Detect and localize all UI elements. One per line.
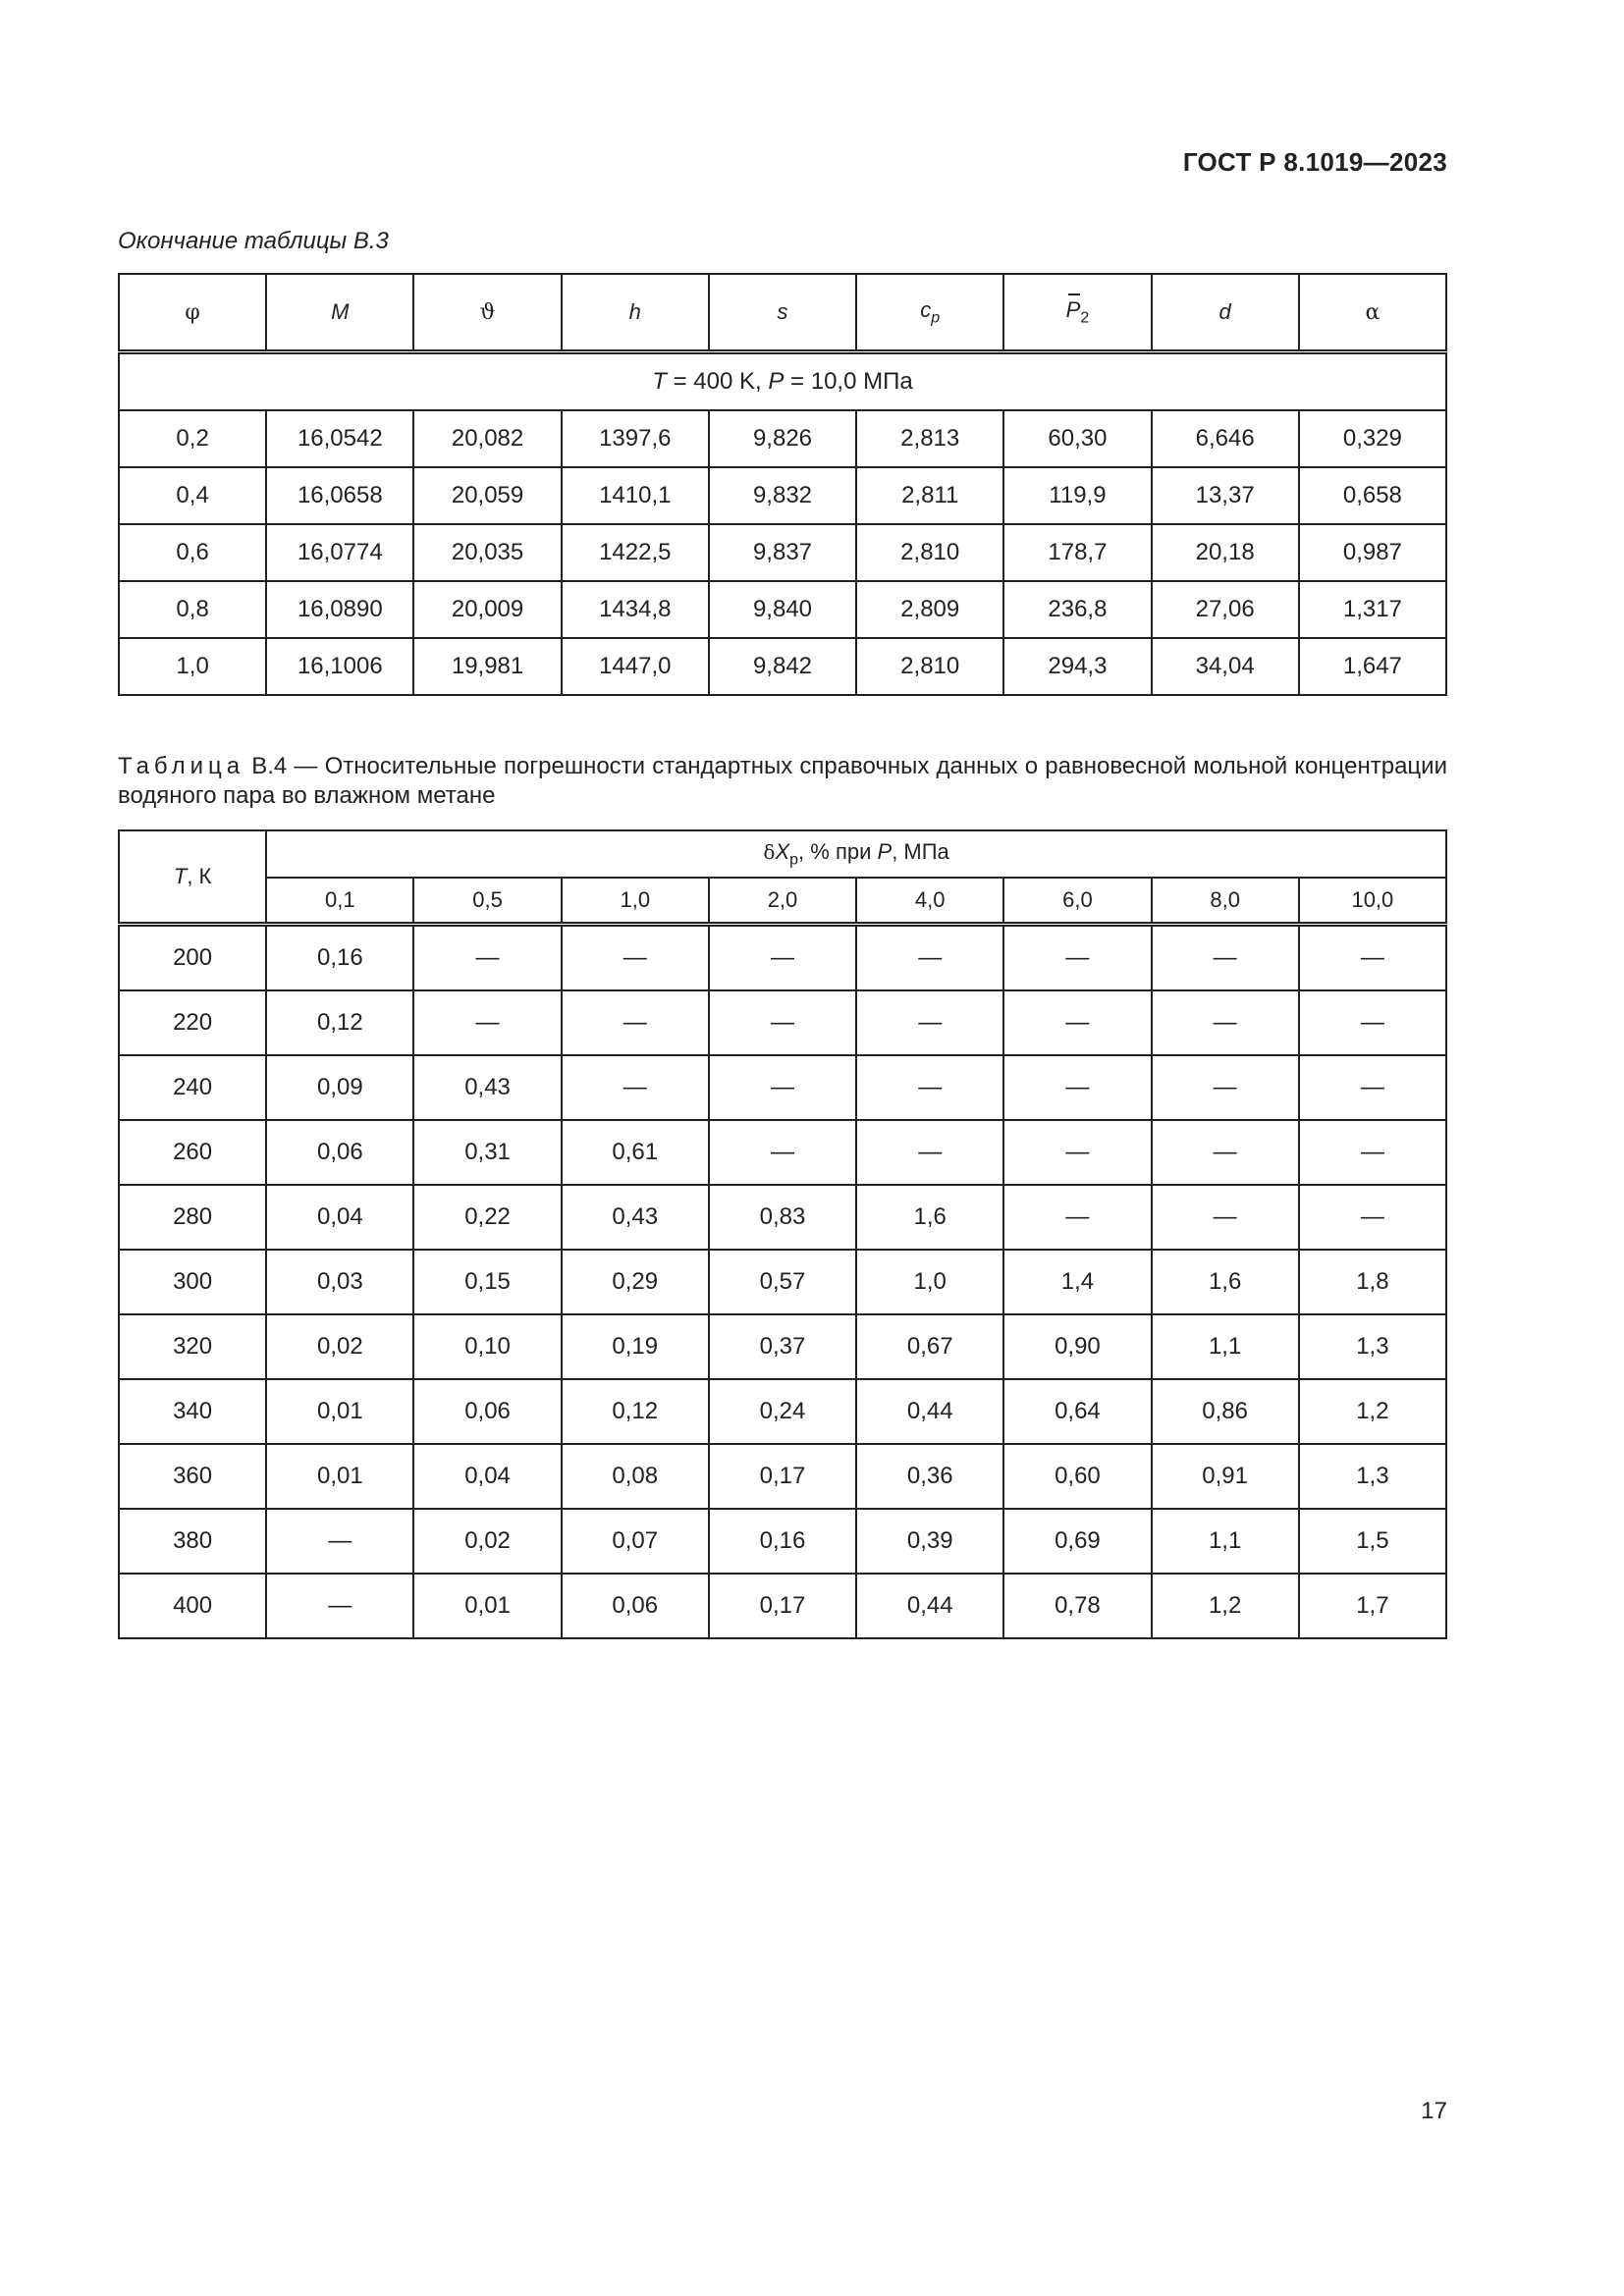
table-cell: 0,19: [562, 1314, 709, 1379]
col-cp-sub: p: [931, 309, 941, 327]
table-cell: 1447,0: [562, 638, 709, 695]
table-cell: 0,06: [266, 1120, 413, 1185]
table-cell: —: [1299, 1120, 1446, 1185]
table-cell: 1,2: [1299, 1379, 1446, 1444]
table-cell: 260: [119, 1120, 266, 1185]
table-b4-header-row-1: [119, 830, 1446, 878]
table-row: [119, 1509, 1446, 1574]
table-cell: 0,07: [562, 1509, 709, 1574]
table-cell: 16,0890: [266, 581, 413, 638]
table-cell: 2,810: [856, 638, 1003, 695]
col-temperature-unit: , К: [187, 864, 212, 888]
table-cell: 0,12: [562, 1379, 709, 1444]
table-cell: —: [1152, 1055, 1299, 1120]
table-cell: —: [1299, 1185, 1446, 1250]
table-cell: 1,3: [1299, 1314, 1446, 1379]
table-cell: —: [1299, 990, 1446, 1055]
table-row: [119, 524, 1446, 581]
table-cell: 0,90: [1003, 1314, 1151, 1379]
table-cell: —: [1003, 1185, 1151, 1250]
table-cell: 0,6: [119, 524, 266, 581]
table-cell: 16,0658: [266, 467, 413, 524]
table-cell: —: [413, 990, 561, 1055]
col-cp-base: c: [920, 296, 932, 322]
table-cell: —: [709, 1055, 856, 1120]
pressure-header: 1,0: [562, 878, 709, 925]
table-row: [119, 581, 1446, 638]
table-cell: —: [1003, 925, 1151, 991]
table-cell: 2,810: [856, 524, 1003, 581]
table-cell: 0,31: [413, 1120, 561, 1185]
table-cell: 1434,8: [562, 581, 709, 638]
table-cell: 0,69: [1003, 1509, 1151, 1574]
condition-t-value: = 400 K,: [666, 368, 769, 395]
table-cell: 0,16: [709, 1509, 856, 1574]
table-cell: 0,08: [562, 1444, 709, 1509]
table-cell: 380: [119, 1509, 266, 1574]
table-b3-header-row: [119, 274, 1446, 352]
table-cell: 20,059: [413, 467, 561, 524]
table-row: [119, 1250, 1446, 1314]
table-cell: 34,04: [1152, 638, 1299, 695]
col-group-deltax: [266, 830, 1446, 878]
table-cell: 0,06: [413, 1379, 561, 1444]
table-b4-caption-label: Таблица: [118, 753, 245, 779]
pressure-header: 6,0: [1003, 878, 1151, 925]
table-cell: 0,29: [562, 1250, 709, 1314]
table-cell: —: [266, 1574, 413, 1638]
table-cell: —: [1003, 1055, 1151, 1120]
table-cell: —: [562, 990, 709, 1055]
table-cell: 0,67: [856, 1314, 1003, 1379]
table-row: [119, 1055, 1446, 1120]
col-alpha: α: [1299, 274, 1446, 352]
group-unit: , МПа: [892, 838, 949, 864]
x-symbol: X: [775, 838, 790, 864]
table-cell: 0,83: [709, 1185, 856, 1250]
condition-cell: [119, 352, 1446, 411]
table-row: [119, 410, 1446, 467]
pressure-header: 4,0: [856, 878, 1003, 925]
table-cell: —: [1152, 990, 1299, 1055]
table-cell: 178,7: [1003, 524, 1151, 581]
table-cell: 27,06: [1152, 581, 1299, 638]
col-h: h: [562, 274, 709, 352]
table-cell: —: [709, 925, 856, 991]
table-cell: 0,15: [413, 1250, 561, 1314]
table-cell: 0,04: [413, 1444, 561, 1509]
table-cell: 1,1: [1152, 1314, 1299, 1379]
table-cell: 0,16: [266, 925, 413, 991]
table-cell: 0,86: [1152, 1379, 1299, 1444]
col-temperature-symbol: T: [173, 864, 188, 888]
document-id: ГОСТ Р 8.1019—2023: [1182, 147, 1447, 177]
table-cell: 1,0: [856, 1250, 1003, 1314]
table-cell: 220: [119, 990, 266, 1055]
table-cell: 1,7: [1299, 1574, 1446, 1638]
table-cell: —: [709, 1120, 856, 1185]
table-cell: 2,811: [856, 467, 1003, 524]
table-b4-caption-text: В.4 — Относительные погрешности стандартных справочных данных о равновесной мольной концентрации водяного пара во влажном метане: [118, 753, 1447, 809]
table-cell: —: [856, 990, 1003, 1055]
table-cell: 9,842: [709, 638, 856, 695]
x-subscript: p: [789, 851, 799, 869]
pressure-header: 0,1: [266, 878, 413, 925]
table-cell: 1397,6: [562, 410, 709, 467]
table-cell: 9,837: [709, 524, 856, 581]
table-cell: 0,2: [119, 410, 266, 467]
page-number: 17: [1421, 2098, 1447, 2124]
table-cell: 1,647: [1299, 638, 1446, 695]
col-temperature: [119, 830, 266, 925]
table-cell: 16,1006: [266, 638, 413, 695]
table-cell: —: [1299, 925, 1446, 991]
col-p2-sub: 2: [1080, 309, 1090, 327]
table-cell: 1,5: [1299, 1509, 1446, 1574]
table-b3-body: [119, 410, 1446, 695]
table-cell: —: [1152, 925, 1299, 991]
table-cell: 0,01: [413, 1574, 561, 1638]
table-cell: 9,840: [709, 581, 856, 638]
table-cell: 0,658: [1299, 467, 1446, 524]
table-cell: 6,646: [1152, 410, 1299, 467]
table-cell: 0,12: [266, 990, 413, 1055]
table-b4-caption: [118, 752, 1447, 811]
table-row: [119, 1120, 1446, 1185]
p-symbol: P: [877, 838, 893, 864]
table-cell: —: [1003, 990, 1151, 1055]
table-cell: —: [266, 1509, 413, 1574]
table-cell: —: [709, 990, 856, 1055]
condition-p-symbol: P: [768, 368, 785, 395]
table-cell: 0,78: [1003, 1574, 1151, 1638]
table-cell: 240: [119, 1055, 266, 1120]
table-cell: 0,24: [709, 1379, 856, 1444]
table-cell: 0,02: [413, 1509, 561, 1574]
table-cell: 0,37: [709, 1314, 856, 1379]
table-cell: 0,39: [856, 1509, 1003, 1574]
table-cell: 400: [119, 1574, 266, 1638]
table-cell: 300: [119, 1250, 266, 1314]
table-cell: 60,30: [1003, 410, 1151, 467]
table-cell: 0,43: [413, 1055, 561, 1120]
table-cell: 0,43: [562, 1185, 709, 1250]
table-cell: 0,10: [413, 1314, 561, 1379]
table-b4: [118, 829, 1447, 1639]
table-cell: 1,2: [1152, 1574, 1299, 1638]
table-cell: 13,37: [1152, 467, 1299, 524]
table-cell: 1,8: [1299, 1250, 1446, 1314]
table-cell: 0,60: [1003, 1444, 1151, 1509]
table-b3: [118, 273, 1447, 696]
table-cell: 1,4: [1003, 1250, 1151, 1314]
table-b4-body: [119, 925, 1446, 1639]
col-cp: [856, 274, 1003, 352]
table-cell: 0,91: [1152, 1444, 1299, 1509]
table-cell: 0,01: [266, 1444, 413, 1509]
table-cell: 0,17: [709, 1444, 856, 1509]
table-row: [119, 1379, 1446, 1444]
table-cell: 0,8: [119, 581, 266, 638]
table-cell: 0,22: [413, 1185, 561, 1250]
table-cell: 0,06: [562, 1574, 709, 1638]
col-d: d: [1152, 274, 1299, 352]
table-row: [119, 1444, 1446, 1509]
table-cell: 200: [119, 925, 266, 991]
col-M: M: [266, 274, 413, 352]
table-cell: 0,17: [709, 1574, 856, 1638]
table-cell: 119,9: [1003, 467, 1151, 524]
table-cell: 0,329: [1299, 410, 1446, 467]
table-cell: 1,317: [1299, 581, 1446, 638]
table-cell: 0,04: [266, 1185, 413, 1250]
col-phi: φ: [119, 274, 266, 352]
col-s: s: [709, 274, 856, 352]
table-cell: 360: [119, 1444, 266, 1509]
table-cell: 0,01: [266, 1379, 413, 1444]
table-cell: —: [856, 1055, 1003, 1120]
table-row: [119, 1185, 1446, 1250]
table-cell: 1,0: [119, 638, 266, 695]
table-cell: 294,3: [1003, 638, 1151, 695]
table-cell: 0,03: [266, 1250, 413, 1314]
pressure-header: 8,0: [1152, 878, 1299, 925]
table-cell: 20,18: [1152, 524, 1299, 581]
table-row: [119, 1574, 1446, 1638]
table-b3-caption: Окончание таблицы В.3: [118, 228, 389, 254]
table-cell: —: [856, 925, 1003, 991]
table-cell: 1,6: [856, 1185, 1003, 1250]
table-row: [119, 990, 1446, 1055]
col-p2-base: P: [1065, 296, 1081, 322]
table-row: [119, 638, 1446, 695]
table-cell: 340: [119, 1379, 266, 1444]
group-mid-text: , % при: [798, 838, 878, 864]
table-cell: 9,826: [709, 410, 856, 467]
table-b3-condition-row: [119, 352, 1446, 411]
table-cell: —: [1152, 1120, 1299, 1185]
table-cell: 320: [119, 1314, 266, 1379]
table-cell: —: [1299, 1055, 1446, 1120]
table-cell: —: [413, 925, 561, 991]
col-theta: ϑ: [413, 274, 561, 352]
table-cell: 0,44: [856, 1574, 1003, 1638]
table-cell: —: [1003, 1120, 1151, 1185]
table-cell: 0,36: [856, 1444, 1003, 1509]
table-cell: 19,981: [413, 638, 561, 695]
pressure-header: 10,0: [1299, 878, 1446, 925]
table-cell: 1,3: [1299, 1444, 1446, 1509]
table-cell: 1,1: [1152, 1509, 1299, 1574]
pressure-header: 2,0: [709, 878, 856, 925]
table-cell: 236,8: [1003, 581, 1151, 638]
table-cell: 0,987: [1299, 524, 1446, 581]
table-cell: 0,02: [266, 1314, 413, 1379]
table-cell: 20,009: [413, 581, 561, 638]
table-cell: 20,082: [413, 410, 561, 467]
table-cell: 2,813: [856, 410, 1003, 467]
table-cell: 0,61: [562, 1120, 709, 1185]
table-cell: 1,6: [1152, 1250, 1299, 1314]
table-cell: 16,0542: [266, 410, 413, 467]
table-cell: 9,832: [709, 467, 856, 524]
table-cell: 1422,5: [562, 524, 709, 581]
table-cell: 280: [119, 1185, 266, 1250]
table-cell: —: [562, 1055, 709, 1120]
table-cell: 0,4: [119, 467, 266, 524]
table-cell: 0,09: [266, 1055, 413, 1120]
table-cell: 20,035: [413, 524, 561, 581]
table-cell: 16,0774: [266, 524, 413, 581]
condition-p-value: = 10,0 МПа: [784, 368, 913, 395]
pressure-header: 0,5: [413, 878, 561, 925]
table-b4-header-row-2: [119, 878, 1446, 925]
table-cell: 0,64: [1003, 1379, 1151, 1444]
delta-symbol: δ: [763, 839, 776, 864]
table-cell: 0,57: [709, 1250, 856, 1314]
table-cell: —: [1152, 1185, 1299, 1250]
table-cell: 2,809: [856, 581, 1003, 638]
table-cell: 1410,1: [562, 467, 709, 524]
table-row: [119, 925, 1446, 991]
table-cell: —: [856, 1120, 1003, 1185]
table-cell: 0,44: [856, 1379, 1003, 1444]
condition-t-symbol: T: [652, 368, 667, 395]
table-cell: —: [562, 925, 709, 991]
table-row: [119, 467, 1446, 524]
col-p2: [1003, 274, 1151, 352]
table-row: [119, 1314, 1446, 1379]
